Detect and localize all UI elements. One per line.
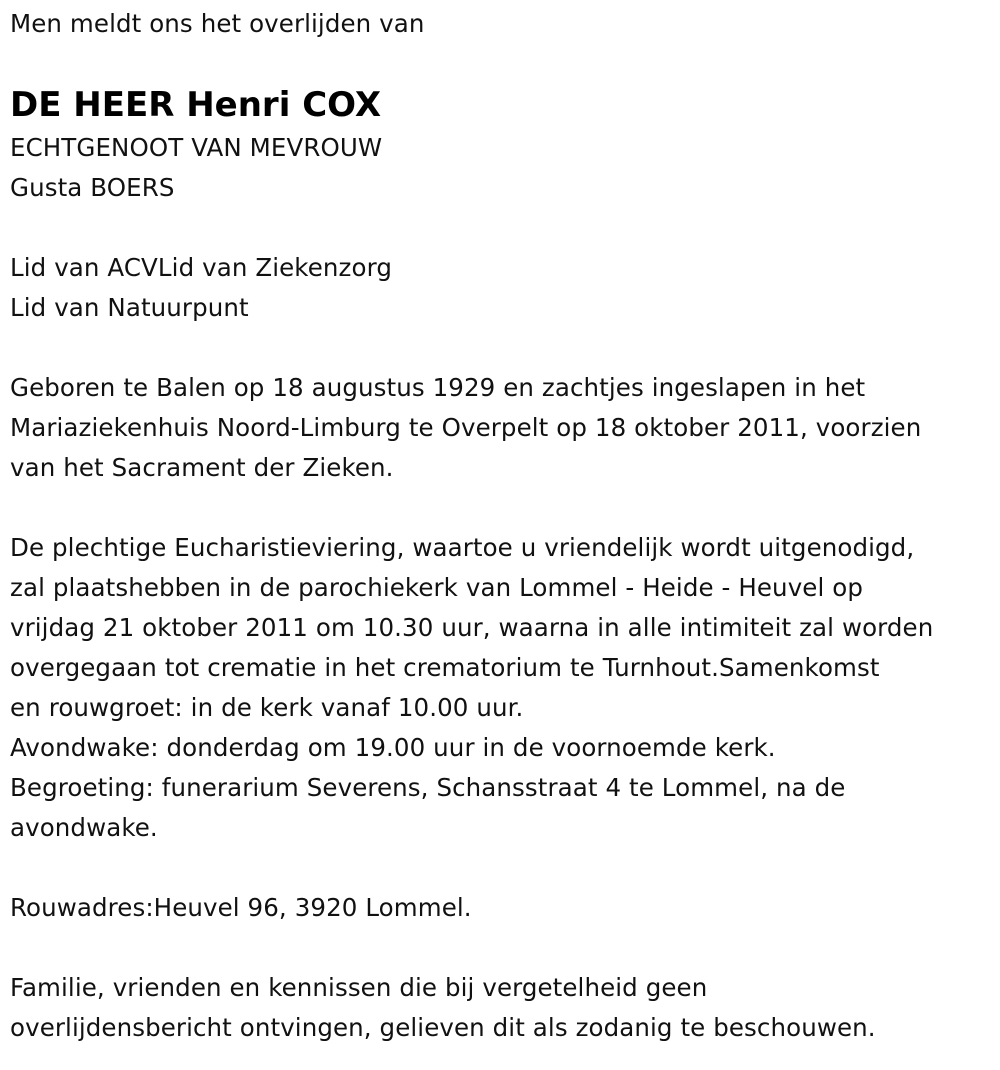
spacer xyxy=(10,928,990,968)
spouse-label: ECHTGENOOT VAN MEVROUW xyxy=(10,133,383,162)
birth-death-line: Geboren te Balen op 18 augustus 1929 en zachtjes ingeslapen in het xyxy=(10,373,866,402)
deceased-name: DE HEER Henri COX xyxy=(10,85,382,125)
membership-line: Lid van Natuurpunt xyxy=(10,293,249,322)
greeting-line: Begroeting: funerarium Severens, Schansstraat 4 te Lommel, na de xyxy=(10,773,846,802)
ceremony-line: vrijdag 21 oktober 2011 om 10.30 uur, waarna in alle intimiteit zal worden xyxy=(10,613,934,642)
closing-line: Familie, vrienden en kennissen die bij vergetelheid geen xyxy=(10,973,708,1002)
spacer xyxy=(10,328,990,368)
closing-line: overlijdensbericht ontvingen, gelieven dit als zodanig te beschouwen. xyxy=(10,1013,876,1042)
intro-text: Men meldt ons het overlijden van xyxy=(10,9,425,38)
membership-line: Lid van ACVLid van Ziekenzorg xyxy=(10,253,392,282)
birth-death-line: van het Sacrament der Zieken. xyxy=(10,453,394,482)
ceremony-line: De plechtige Eucharistieviering, waartoe u vriendelijk wordt uitgenodigd, xyxy=(10,533,915,562)
spouse-name: Gusta BOERS xyxy=(10,173,175,202)
mourning-address: Rouwadres:Heuvel 96, 3920 Lommel. xyxy=(10,893,472,922)
spacer xyxy=(10,208,990,248)
birth-death-line: Mariaziekenhuis Noord-Limburg te Overpelt op 18 oktober 2011, voorzien xyxy=(10,413,922,442)
ceremony-line: en rouwgroet: in de kerk vanaf 10.00 uur. xyxy=(10,693,524,722)
ceremony-line: zal plaatshebben in de parochiekerk van Lommel - Heide - Heuvel op xyxy=(10,573,863,602)
greeting-line: avondwake. xyxy=(10,813,158,842)
spacer xyxy=(10,488,990,528)
spacer xyxy=(10,44,990,82)
ceremony-line: overgegaan tot crematie in het crematorium te Turnhout.Samenkomst xyxy=(10,653,880,682)
wake-line: Avondwake: donderdag om 19.00 uur in de voornoemde kerk. xyxy=(10,733,776,762)
spacer xyxy=(10,848,990,888)
